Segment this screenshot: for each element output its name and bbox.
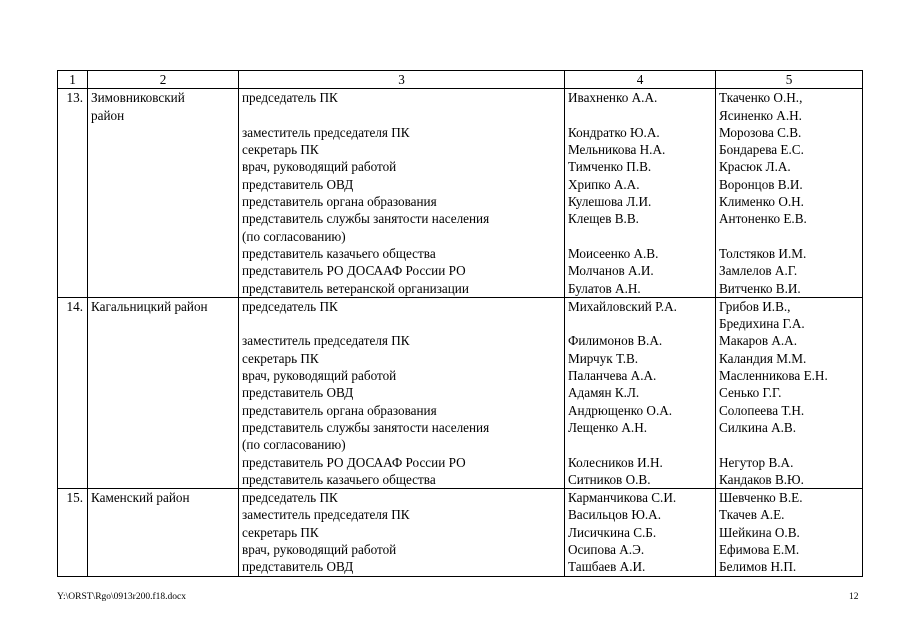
reserve-line: Бредихина Г.А. [719, 316, 805, 332]
reserve-line: Ткаченко О.Н., [719, 90, 803, 106]
reserve-line: Силкина А.В. [719, 419, 797, 435]
header-row [58, 71, 863, 89]
role-line: заместитель председателя ПК [242, 124, 410, 140]
role-line: заместитель председателя ПК [242, 507, 410, 523]
member-line: Паланчева А.А. [568, 368, 657, 384]
header-cell-1: 1 [58, 71, 88, 89]
role-line: представитель органа образования [242, 402, 437, 418]
member-line: Колесников И.Н. [568, 454, 663, 470]
reserve-line: Витченко В.И. [719, 280, 801, 296]
role-line: заместитель председателя ПК [242, 333, 410, 349]
reserve-line: Ткачев А.Е. [719, 507, 785, 523]
header-cell-4: 4 [565, 71, 716, 89]
member-line [568, 228, 715, 245]
role-line: председатель ПК [242, 490, 338, 506]
reserve-line: Масленникова Е.Н. [719, 368, 828, 384]
member-line: Лещенко А.Н. [568, 419, 648, 435]
role-line: представитель органа образования [242, 194, 437, 210]
district-line: Каменский район [91, 490, 190, 506]
role-line: секретарь ПК [242, 524, 319, 540]
member-line [568, 436, 715, 453]
role-list [239, 89, 565, 298]
member-list [565, 297, 716, 488]
member-line: Ивахненко А.А. [568, 90, 658, 106]
reserve-line: Бондарева Е.С. [719, 142, 804, 158]
role-list [239, 297, 565, 488]
role-line: представитель ОВД [242, 385, 354, 401]
role-line [242, 315, 564, 332]
reserve-list [716, 297, 863, 488]
member-line: Кулешова Л.И. [568, 194, 652, 210]
header-cell-3: 3 [239, 71, 565, 89]
reserve-line: Красюк Л.А. [719, 159, 791, 175]
member-line [568, 315, 715, 332]
reserve-line: Толстяков И.М. [719, 245, 807, 261]
member-line: Адамян К.Л. [568, 385, 640, 401]
member-line: Молчанов А.И. [568, 263, 654, 279]
district-row [58, 89, 863, 298]
role-line: представитель казачьего общества [242, 245, 436, 261]
file-path: Y:\ORST\Rgo\0913r200.f18.docx [57, 592, 186, 602]
header-cell-5: 5 [716, 71, 863, 89]
member-line: Лисичкина С.Б. [568, 524, 657, 540]
role-line: (по согласованию) [242, 437, 346, 453]
role-line: представитель ОВД [242, 559, 354, 575]
reserve-line: Негутор В.А. [719, 454, 794, 470]
reserve-line: Антоненко Е.В. [719, 211, 807, 227]
member-line: Михайловский Р.А. [568, 298, 677, 314]
reserve-line [719, 436, 862, 453]
role-list [239, 489, 565, 576]
member-line: Осипова А.Э. [568, 542, 645, 558]
district-line: район [91, 107, 125, 123]
district-name [88, 489, 239, 576]
reserve-line: Шевченко В.Е. [719, 490, 803, 506]
role-line [242, 107, 564, 124]
member-line: Филимонов В.А. [568, 333, 663, 349]
role-line: председатель ПК [242, 90, 338, 106]
reserve-line: Макаров А.А. [719, 333, 797, 349]
district-row [58, 297, 863, 488]
member-line: Васильцов Ю.А. [568, 507, 662, 523]
reserve-line: Морозова С.В. [719, 124, 802, 140]
reserve-line: Белимов Н.П. [719, 559, 797, 575]
reserve-line: Ясиненко А.Н. [719, 107, 802, 123]
role-line: представитель ОВД [242, 176, 354, 192]
reserve-line [719, 228, 862, 245]
reserve-line: Шейкина О.В. [719, 524, 800, 540]
row-number: 15. [58, 489, 88, 576]
member-line: Ситников О.В. [568, 471, 651, 487]
district-line: Зимовниковский [91, 90, 185, 106]
role-line: представитель службы занятости населения [242, 211, 490, 227]
role-line: врач, руководящий работой [242, 542, 397, 558]
role-line: врач, руководящий работой [242, 368, 397, 384]
district-name [88, 297, 239, 488]
role-line: представитель службы занятости населения [242, 419, 490, 435]
reserve-line: Сенько Г.Г. [719, 385, 782, 401]
member-line: Андрющенко О.А. [568, 402, 673, 418]
reserve-line: Замлелов А.Г. [719, 263, 798, 279]
member-line: Мельникова Н.А. [568, 142, 666, 158]
role-line: представитель ветеранской организации [242, 280, 469, 296]
reserve-line: Каландия М.М. [719, 350, 807, 366]
member-line [568, 107, 715, 124]
member-line: Булатов А.Н. [568, 280, 641, 296]
member-list [565, 489, 716, 576]
district-line: Кагальницкий район [91, 298, 208, 314]
reserve-list [716, 489, 863, 576]
reserve-list [716, 89, 863, 298]
role-line: представитель РО ДОСААФ России РО [242, 454, 466, 470]
member-line: Хрипко А.А. [568, 176, 640, 192]
reserve-line: Воронцов В.И. [719, 176, 803, 192]
reserve-line: Грибов И.В., [719, 298, 791, 314]
member-line: Кондратко Ю.А. [568, 124, 660, 140]
role-line: представитель казачьего общества [242, 471, 436, 487]
member-list [565, 89, 716, 298]
member-line: Моисеенко А.В. [568, 245, 659, 261]
member-line: Карманчикова С.И. [568, 490, 677, 506]
member-line: Ташбаев А.И. [568, 559, 646, 575]
member-line: Тимченко П.В. [568, 159, 652, 175]
reserve-line: Солопеева Т.Н. [719, 402, 805, 418]
member-line: Мирчук Т.В. [568, 350, 639, 366]
reserve-line: Кандаков В.Ю. [719, 471, 804, 487]
role-line: секретарь ПК [242, 350, 319, 366]
member-line: Клещев В.В. [568, 211, 639, 227]
role-line: врач, руководящий работой [242, 159, 397, 175]
reserve-line: Ефимова Е.М. [719, 542, 800, 558]
row-number: 13. [58, 89, 88, 298]
row-number: 14. [58, 297, 88, 488]
role-line: председатель ПК [242, 298, 338, 314]
role-line: представитель РО ДОСААФ России РО [242, 263, 466, 279]
role-line: (по согласованию) [242, 228, 346, 244]
commission-table [57, 70, 863, 577]
district-name [88, 89, 239, 298]
header-cell-2: 2 [88, 71, 239, 89]
role-line: секретарь ПК [242, 142, 319, 158]
district-row [58, 489, 863, 576]
page-number: 12 [849, 592, 859, 602]
reserve-line: Клименко О.Н. [719, 194, 804, 210]
